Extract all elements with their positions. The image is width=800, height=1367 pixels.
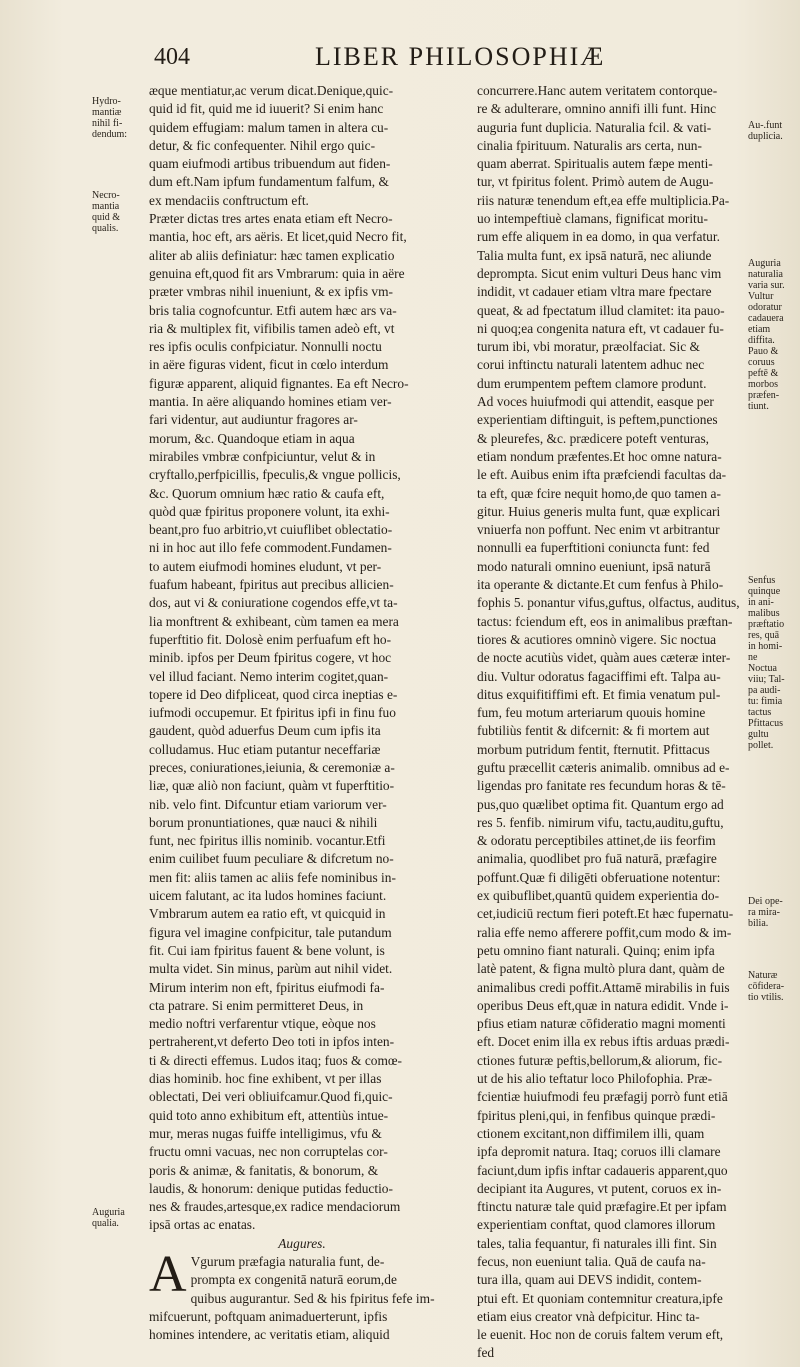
text-line: tiores & acutiores omninò vigere. Sic noctua (477, 631, 717, 647)
text-line: ditus exquifitiffimi eft. Et fimia venatum pul- (477, 686, 721, 702)
text-line: æque mentiatur,ac verum dicat.Denique,quic- (149, 83, 394, 98)
margin-note-line: Noctua (748, 663, 777, 674)
text-line: eft. Docet enim illa ex rebus iftis arduas prædi- (477, 1034, 730, 1050)
margin-note-line: cadauera (748, 313, 784, 324)
text-line: fum, feu motum arteriarum quouis homine (477, 705, 706, 721)
text-line: faciunt,dum ipfis inftar cadaueris apparent,quo (477, 1162, 728, 1178)
text-line: fubtiliùs fentit & difcernit: & fi mortem aut (477, 723, 710, 739)
margin-note-line: qualia. (92, 1218, 119, 1229)
text-line: fari videntur, aut audiuntur fragores ar- (149, 412, 358, 428)
margin-note-auguria-naturalia (748, 258, 785, 412)
text-line: funt, nec fpiritus illis nominib. vocantur.Etfi (149, 833, 386, 849)
text-line: uo intempeftiuè clamans, fignificat moritu- (477, 211, 708, 227)
text-line: medio noftri verfarentur vtique, eòque nos (149, 1016, 376, 1032)
text-line: fuafum habeant, fpiritus aut precibus allicien- (149, 577, 394, 593)
text-line: poffunt.Quæ fi diligēti obferuatione notentur: (477, 869, 721, 885)
margin-note-line: viiu; Tal- (748, 674, 785, 685)
margin-note-line: Auguria (748, 258, 781, 269)
margin-note-line: varia sur. (748, 280, 785, 291)
text-line: pus,quo quælibet optima fit. Quantum ergo ad (477, 796, 724, 812)
text-line: gaudent, quòd aduerfus Deum cum ipfis ita (149, 723, 381, 739)
augures-heading: Augures. (278, 1235, 326, 1251)
margin-note-line: pa audi- (748, 685, 781, 696)
text-line: dos, aut vi & coniuratione cogendos effe,vt ta- (149, 595, 398, 611)
margin-note-line: Naturæ (748, 970, 778, 981)
text-line: nes & fraudes,artesque,ex radice mendaciorum (149, 1199, 401, 1215)
margin-note-line: in ani- (748, 597, 774, 608)
text-line: riis naturæ tenendum eft,ea effe multiplicia.Pa- (477, 192, 730, 208)
left-column-body (149, 82, 455, 1235)
text-line: fecus, non eueniunt talia. Quā de caufa na- (477, 1254, 706, 1269)
margin-note-auguria-qualia (92, 1207, 125, 1229)
margin-note-dei-opera (748, 896, 783, 929)
margin-note-line: Au-.funt (748, 120, 783, 131)
text-line: quibus augurantur. Sed & his fpiritus fefe im- (190, 1290, 435, 1306)
text-line: res ipfis oculis confpiciatur. Nonnulli noctu (149, 339, 382, 355)
margin-note-line: dendum: (92, 129, 127, 140)
margin-note-line: naturalia (748, 269, 783, 280)
text-line: bris talia cognofcuntur. Etfi autem hæc ars va- (149, 302, 397, 318)
text-line: minib. ipfos per Deum fpiritus cogere, vt hoc (149, 650, 392, 666)
text-line: vel illud faciant. Nemo interim cogitet,quan- (149, 668, 389, 684)
margin-note-line: coruus (748, 357, 775, 368)
text-line: colludamus. Huc etiam putantur neceffariæ (149, 741, 381, 757)
text-line: borum pronuntiationes, quæ nauci & nihili (149, 814, 378, 830)
text-line: rum effe aliquem in ea domo, in qua verfatur. (477, 229, 720, 245)
text-line: experientiam conftat, quod clamores illorum (477, 1217, 716, 1233)
margin-note-line: tiunt. (748, 401, 769, 412)
text-line: pertraherent,vt deferto Deo toti in ipfos inten- (149, 1034, 395, 1050)
margin-note-line: in homi- (748, 641, 783, 652)
margin-note-sensus-quinque (748, 575, 785, 751)
text-line: ut de his alio teftatur loco Philofophia. Præ- (477, 1071, 713, 1087)
text-line: laudis, & honorum: denique putidas feductio- (149, 1180, 393, 1196)
margin-note-line: tactus (748, 707, 772, 718)
text-line: to autem eiufmodi homines eludunt, vt per- (149, 558, 382, 574)
margin-note-naturae-consideratio (748, 970, 784, 1003)
margin-note-line: gultu (748, 729, 769, 740)
text-line: dum erumpentem peftem clamore produnt. (477, 375, 707, 391)
text-line: cinalia fpirituum. Naturalis ars certa, nun- (477, 137, 702, 153)
text-line: homines intendere, ac veritatis etiam, aliquid (149, 1327, 390, 1343)
text-line: le eft. Auibus enim ifta præfciendi facultas da- (477, 467, 727, 483)
text-line: mantia. In aëre aliquando homines etiam ver- (149, 394, 392, 410)
margin-note-line: quinque (748, 586, 781, 597)
margin-note-line: præfen- (748, 390, 780, 401)
text-line: ta eft, quæ fcire nequit homo,de quo tamen a- (477, 485, 721, 501)
text-line: latè patent, & figna multò plura dant, quàm de (477, 961, 725, 977)
margin-note-line: pollet. (748, 740, 774, 751)
text-line: preces, coniurationes,ieiunia, & ceremoniæ a- (149, 759, 395, 775)
text-line: & pleurefes, &c. prædicere poteft venturas, (477, 430, 710, 446)
margin-note-line: Hydro- (92, 96, 121, 107)
text-line: Vgurum præfagia naturalia funt, de- (190, 1254, 385, 1269)
text-line: deprompta. Sicut enim vulturi Deus hanc vim (477, 265, 722, 281)
margin-note-line: res, quā (748, 630, 780, 641)
text-line: petu omnino fiant naturali. Quinq; enim ipfa (477, 942, 715, 958)
margin-note-line: Necro- (92, 190, 120, 201)
margin-note-line: odoratur (748, 302, 782, 313)
text-line: &c. Quorum omnium hæc ratio & caufa eft, (149, 485, 385, 501)
text-line: corui inftinctu naturali latentem adhuc nec (477, 357, 705, 373)
text-line: gitur. Huius generis multa funt, quæ explicari (477, 503, 721, 519)
text-line: Ad voces huiufmodi qui attendit, easque per (477, 394, 714, 410)
margin-note-line: Auguria (92, 1207, 125, 1218)
text-line: diu. Vultur odoratus fagaciffimi eft. Talpa au- (477, 668, 721, 684)
text-line: operibus Deus eft,quæ in natura edidit. Vnde i- (477, 997, 729, 1013)
text-line: concurrere.Hanc autem veritatem contorque- (477, 83, 718, 98)
text-line: iufmodi occupemur. Et fpiritus ipfi in finu fuo (149, 705, 396, 721)
margin-note-line: peftē & (748, 368, 779, 379)
text-line: cryftallo,perfpicillis, fpeculis,& vngue pollicis, (149, 467, 401, 483)
text-line: poris & animæ, & fanitatis, & bonorum, & (149, 1162, 379, 1178)
text-line: ipsā ortas ac enatas. (149, 1217, 256, 1233)
margin-note-line: Pfittacus (748, 718, 783, 729)
text-line: men fit: aliis tamen ac aliis fefe nominibus in- (149, 869, 396, 885)
text-line: quam eiufmodi artibus tribuendum aut fiden- (149, 156, 391, 172)
text-line: in aëre figuras vident, ficut in cœlo interdum (149, 357, 389, 373)
text-line: oblectati, Dei veri obliuifcamur.Quod fi,quic- (149, 1089, 393, 1105)
text-line: fuperftitio fit. Dolosè enim perfuafum eft ho- (149, 631, 392, 647)
text-line: turum ibi, vbi moratur, præolfaciat. Sic & (477, 339, 700, 355)
text-line: aliter ab aliis definiatur: hæc tamen explicatio (149, 247, 395, 263)
text-line: ria & multiplex fit, vifibilis tamen adeò eft, vt (149, 320, 395, 336)
text-line: etiam eius creator vnà defpicitur. Hinc ta- (477, 1308, 700, 1324)
text-line: le euenit. Hoc non de coruis faltem verum eft, (477, 1327, 724, 1343)
text-line: tactus: fciendum eft, eos in animalibus præftan- (477, 613, 733, 629)
margin-note-line: tio vtilis. (748, 992, 784, 1003)
margin-note-line: nihil fi- (92, 118, 123, 129)
text-line: beant,pro fuo arbitrio,vt cuiuflibet oblectatio- (149, 522, 393, 538)
text-line: genuina eft,quod fit ars Vmbrarum: quia in aëre (149, 265, 405, 281)
margin-note-line: ra mira- (748, 907, 780, 918)
margin-note-line: Senfus (748, 575, 776, 586)
text-line: dum eft.Nam ipfum fundamentum falfum, & (149, 174, 389, 190)
text-line: quidem effugiam: malum tamen in altera cu- (149, 119, 389, 135)
text-line: tales, talia fequantur, fi naturales illi fint. Sin (477, 1235, 717, 1251)
margin-note-line: mantiæ (92, 107, 122, 118)
text-line: figuræ apparent, aliquid fignantes. Ea eft Necro- (149, 375, 409, 391)
text-line: queat, & ad fpectatum illud clamitet: ita pauo- (477, 302, 725, 318)
text-line: decipiant ita Augures, vt putent, coruos ex in- (477, 1180, 722, 1196)
text-line: nonnulli ea fuperftitioni coniuncta funt: fed (477, 540, 710, 556)
text-line: multa videt. Sin minus, parùm aut nihil videt. (149, 961, 393, 977)
text-line: lia monftrent & exhibeant, cùm tamen ea mera (149, 613, 399, 629)
text-line: enim cuilibet fuum peculiare & difcretum no- (149, 851, 394, 867)
text-line: ti & directi effemus. Ludos itaq; fuos & comœ- (149, 1052, 403, 1068)
text-line: ex mendaciis conftructum eft. (149, 192, 309, 208)
running-title: LIBER PHILOSOPHIÆ (315, 42, 606, 71)
text-line: ipfa depromit natura. Itaq; coruos illi clamare (477, 1144, 721, 1160)
text-line: auguria funt duplicia. Naturalia fcil. & vati- (477, 119, 712, 135)
margin-note-line: Pauo & (748, 346, 779, 357)
augures-body (149, 1246, 455, 1344)
text-line: nib. velo fint. Difcuntur etiam variorum ver- (149, 796, 387, 812)
text-line: ita operante & dictante.Et cum fenfus à Philo- (477, 577, 724, 593)
left-text-column (149, 82, 455, 1344)
text-line: Talia multa funt, ex ipsā naturā, nec aliunde (477, 247, 712, 263)
text-line: vniuerfa non poffunt. Nec enim vt arbitrantur (477, 522, 720, 538)
margin-note-line: Dei ope- (748, 896, 783, 907)
text-line: Præter dictas tres artes enata etiam eft Necro- (149, 211, 393, 227)
text-line: ptui eft. Et quoniam contemnitur creatura,ipfe (477, 1290, 723, 1306)
text-line: experientiam diftinguit, is peftem,punctiones (477, 412, 718, 428)
text-line: mantia, hoc eft, ars aëris. Et licet,quid Necro fit, (149, 229, 407, 245)
text-line: cta patrare. Si enim permitteret Deus, in (149, 997, 364, 1013)
text-line: ni quoq;ea congenita natura eft, vt cadauer fu- (477, 320, 724, 336)
text-line: fed (477, 1345, 495, 1361)
text-line: mirabiles vmbræ confpiciuntur, velut & in (149, 448, 376, 464)
text-line: prompta ex congenitā naturā eorum,de (190, 1272, 397, 1288)
margin-note-line: malibus (748, 608, 780, 619)
margin-note-line: bilia. (748, 918, 769, 929)
page-number: 404 (154, 44, 190, 70)
text-line: mifcuerunt, poftquam animaduerterunt, ipfis (149, 1308, 388, 1324)
text-line: mur, meras nugas fuiffe intelligimus, vfu & (149, 1125, 382, 1141)
margin-note-necromantia (92, 190, 120, 234)
text-line: de nocte acutiùs videt, quàm aues cæteræ inter- (477, 650, 731, 666)
text-line: Vmbrarum autem ea ratio eft, vt quicquid in (149, 906, 386, 922)
text-line: liæ, quæ aliò non faciunt, quàm vt fuperftitio- (149, 778, 395, 794)
text-line: figura vel imagine confpicitur, tale putandum (149, 924, 392, 940)
margin-note-line: ne (748, 652, 758, 663)
text-line: re & adulterare, omnino annifi illi funt. Hinc (477, 101, 717, 117)
augures-paragraph (149, 1246, 455, 1344)
text-line: fpiritus pleni,qui, in fenfibus quinque prædi- (477, 1107, 716, 1123)
margin-note-line: præftatio (748, 619, 785, 630)
text-line: Mirum interim non eft, fpiritus eiufmodi fa- (149, 979, 385, 995)
text-line: ligendas pro fanitate res fecundum horas & tē- (477, 778, 726, 794)
text-line: etiam nondum præfentes.Et hoc omne natura- (477, 448, 722, 464)
text-line: tur, vt fpiritus folent. Primò autem de Augu- (477, 174, 714, 190)
running-head (150, 42, 750, 72)
text-line: ctionem excitant,non diffimilem illi, quam (477, 1125, 705, 1141)
right-column-body (477, 82, 742, 1363)
margin-note-line: qualis. (92, 223, 119, 234)
text-line: fructu omni vacuas, nec non corruptelas cor- (149, 1144, 388, 1160)
text-line: res 5. fenfib. nimirum vifu, tactu,auditu,guftu, (477, 814, 724, 830)
right-text-column (477, 82, 742, 1363)
text-line: & odoratu perceptibiles attinet,de iis feorfim (477, 833, 716, 849)
text-line: quid id fit, quid me id iuuerit? Si enim hanc (149, 101, 384, 117)
text-line: ftinctu naturæ tale quid præfagire.Et per ipfam (477, 1199, 727, 1215)
augures-dropcap: A (149, 1246, 187, 1303)
margin-note-line: mantia (92, 201, 120, 212)
text-line: fophis 5. ponantur vifus,guftus, olfactus, auditus, (477, 595, 740, 611)
text-line: guftu præcellit cæteris animalib. omnibus ad e- (477, 759, 730, 775)
text-line: fit. Cui iam fpiritus fauent & bene volunt, is (149, 942, 385, 958)
text-line: uicem falutant, ac ita ludos homines faciunt. (149, 888, 387, 904)
text-line: morum, &c. Quandoque etiam in aqua (149, 430, 355, 446)
margin-note-line: quid & (92, 212, 121, 223)
margin-note-line: diffita. (748, 335, 775, 346)
text-line: quam aberrat. Spiritualis autem fæpe menti- (477, 156, 713, 172)
text-line: modo naturali omnino eueniunt, ipsā naturā (477, 558, 711, 574)
text-line: ralia effe nemo afferere poffit,cum modo & im- (477, 924, 732, 940)
text-line: cet,iudiciū rectum fieri poteft.Et hæc fupernatu- (477, 906, 734, 922)
text-line: ex quibuflibet,quantū quidem experientia do- (477, 888, 720, 904)
text-line: indidit, vt cadauer etiam vltra mare fpectare (477, 284, 712, 300)
text-line: morbum putridum fentit, fternutit. Pfittacus (477, 741, 710, 757)
text-line: ni in hoc aut illo fefe commodent.Fundamen- (149, 540, 392, 556)
text-line: topere id Deo difpliceat, quod circa ineptias e- (149, 686, 398, 702)
text-line: fcientiæ huiufmodi feu præfagij porrò funt etiā (477, 1089, 728, 1105)
text-line: præter vmbras nihil inueniunt, & ex ipfis vm- (149, 284, 393, 300)
text-line: ctiones futuræ peftis,bellorum,& aliorum, fic- (477, 1052, 723, 1068)
text-line: tura illa, quam aui DEVS indidit, contem- (477, 1272, 702, 1288)
margin-note-hydromantia (92, 96, 127, 140)
text-line: quòd quæ fpiritus proponere volunt, ita exhi- (149, 503, 390, 519)
text-line: quid toto anno exhibitum eft, attentiùs intue- (149, 1107, 389, 1123)
margin-note-line: duplicia. (748, 131, 783, 142)
margin-note-line: Vultur (748, 291, 774, 302)
text-line: animalibus credi poffit.Attamē mirabilis in fuis (477, 979, 730, 995)
text-line: dias hominib. hoc fine exhibent, vt per illas (149, 1071, 382, 1087)
margin-note-auguria-duplicia (748, 120, 783, 142)
margin-note-line: morbos (748, 379, 778, 390)
text-line: animalia, quodlibet pro fuā naturā, præfagire (477, 851, 717, 867)
text-line: detur, & fic confequenter. Nihil ergo quic- (149, 137, 376, 153)
text-line: pfius etiam naturæ cōfideratio magni momenti (477, 1016, 726, 1032)
margin-note-line: tu: fimia (748, 696, 783, 707)
margin-note-line: etiam (748, 324, 771, 335)
margin-note-line: cōfidera- (748, 981, 785, 992)
